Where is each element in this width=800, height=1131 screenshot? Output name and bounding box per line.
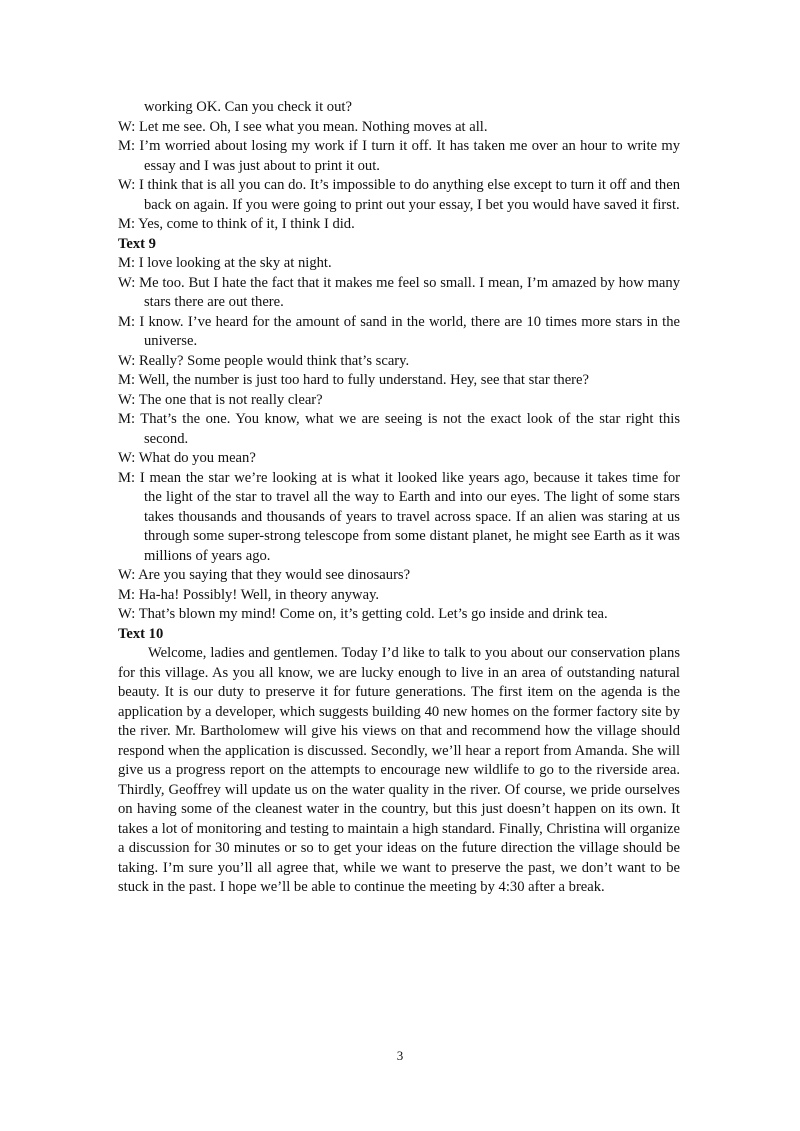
- utterance: Let me see. Oh, I see what you mean. Nothing moves at all.: [138, 118, 488, 135]
- dialogue-line: [118, 566, 680, 586]
- speaker-label: W:: [118, 567, 136, 583]
- dialogue-line: [118, 391, 680, 411]
- speaker-label: W:: [118, 177, 136, 193]
- dialogue-line: [118, 215, 680, 235]
- speaker-label: W:: [118, 352, 136, 369]
- utterance: Well, the number is just too hard to fully understand. Hey, see that star there?: [138, 372, 589, 388]
- dialogue-line: [118, 352, 680, 372]
- dialogue-line: [118, 176, 680, 215]
- continued-line: working OK. Can you check it out?: [144, 99, 352, 115]
- dialogue-line: [118, 313, 680, 352]
- utterance: That’s the one. You know, what we are seeing is not the exact look of the star right this second.: [140, 411, 680, 447]
- utterance: I love looking at the sky at night.: [138, 255, 332, 271]
- utterance: I’m worried about losing my work if I turn it off. It has taken me over an hour to write my essay and I was just about to print it out.: [139, 138, 680, 174]
- section-heading-text10: Text 10: [118, 625, 164, 642]
- dialogue-line: [118, 410, 680, 449]
- dialogue-line: [118, 371, 680, 391]
- text9-dialogue: [118, 254, 680, 625]
- speaker-label: M:: [118, 138, 136, 154]
- dialogue-line: [118, 274, 680, 313]
- dialogue-line: [118, 605, 680, 625]
- utterance: I know. I’ve heard for the amount of sand in the world, there are 10 times more stars in the universe.: [139, 313, 680, 349]
- speaker-label: M:: [118, 586, 136, 603]
- speaker-label: W:: [118, 606, 136, 622]
- dialogue-line: [118, 469, 680, 567]
- speaker-label: M:: [118, 372, 136, 388]
- monologue-paragraph: Welcome, ladies and gentlemen. Today I’d like to talk to you about our conservation plans for this village. As you all know, we are lucky enough to live in an area of outstanding natural beauty. It is our duty to preserve it for future generations. The first item on the agenda is the application by a developer, which suggests building 40 new homes on the former factory site by the river. Mr. Bartholomew will give his views on that and recommend how the village should respond when the application is discussed. Secondly, we’ll hear a report from Amanda. She will give us a progress report on the attempts to encourage new wildlife to go to the riverside area. Thirdly, Geoffrey will update us on the water quality in the river. Of course, we pride ourselves on having some of the cleanest water in the country, but this just doesn’t happen on its own. It takes a lot of monitoring and testing to maintain a high standard. Finally, Christina will organize a discussion for 30 minutes or so to get your ideas on the future direction the village should be taking. I’m sure you’ll all agree that, while we want to preserve the past, we don’t want to be stuck in the past. I hope we’ll be able to continue the meeting by 4:30 after a break.: [118, 645, 680, 895]
- utterance: That’s blown my mind! Come on, it’s getting cold. Let’s go inside and drink tea.: [138, 606, 608, 622]
- speaker-label: M:: [118, 255, 136, 271]
- utterance: Are you saying that they would see dinosaurs?: [138, 567, 411, 583]
- dialogue-line: [118, 586, 680, 606]
- dialogue-line: [118, 254, 680, 274]
- speaker-label: W:: [118, 274, 136, 291]
- section-heading-text9: Text 9: [118, 235, 156, 252]
- speaker-label: W:: [118, 118, 136, 135]
- speaker-label: M:: [118, 469, 136, 486]
- page-number: 3: [396, 1048, 404, 1063]
- speaker-label: M:: [118, 216, 136, 232]
- utterance: Really? Some people would think that’s scary.: [138, 352, 410, 369]
- utterance: Me too. But I hate the fact that it makes me feel so small. I mean, I’m amazed by how many stars there are out there.: [139, 274, 680, 310]
- document-content: [118, 98, 680, 898]
- dialogue-line: [118, 449, 680, 469]
- text8-dialogue: [118, 118, 680, 235]
- utterance: Ha-ha! Possibly! Well, in theory anyway.: [138, 586, 380, 603]
- utterance: Yes, come to think of it, I think I did.: [138, 216, 355, 232]
- utterance: I think that is all you can do. It’s impossible to do anything else except to turn it off and then back on again. If you were going to print out your essay, I bet you would have saved it first.: [139, 177, 680, 213]
- utterance: What do you mean?: [138, 450, 256, 466]
- speaker-label: M:: [118, 313, 136, 330]
- speaker-label: W:: [118, 450, 136, 466]
- utterance: I mean the star we’re looking at is what it looked like years ago, because it takes time for the light of the star to travel all the way to Earth and into our eyes. The light of some stars takes thousands and thousands of years to travel across space. If an alien was staring at us through some super-strong telescope from some distant planet, he might see Earth as it was millions of years ago.: [139, 469, 680, 564]
- speaker-label: M:: [118, 411, 136, 427]
- speaker-label: W:: [118, 391, 136, 408]
- dialogue-line: [118, 137, 680, 176]
- utterance: The one that is not really clear?: [138, 391, 323, 408]
- dialogue-line: [118, 118, 680, 138]
